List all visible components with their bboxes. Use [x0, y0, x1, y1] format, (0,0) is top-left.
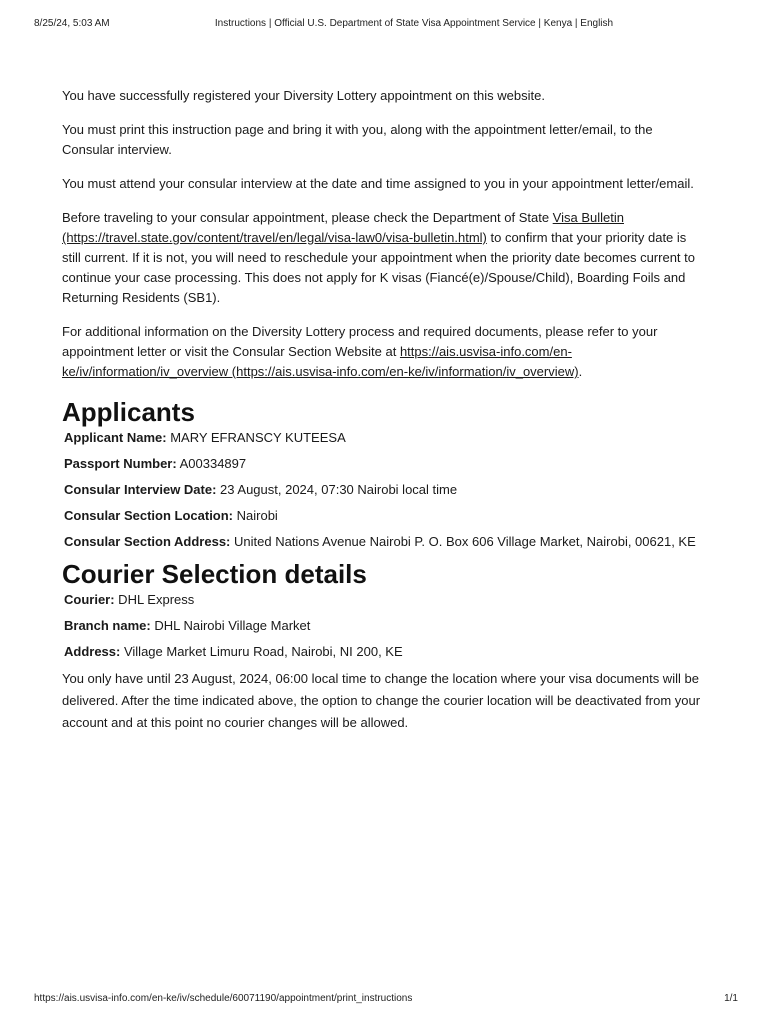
detail-label: Applicant Name:: [64, 430, 167, 445]
detail-value: Village Market Limuru Road, Nairobi, NI 200, KE: [120, 644, 403, 659]
intro-paragraph-additional-info: [62, 322, 702, 382]
print-datetime: 8/25/24, 5:03 AM: [34, 18, 110, 29]
interview-date-row: [64, 480, 702, 500]
detail-value: 23 August, 2024, 07:30 Nairobi local time: [216, 482, 458, 497]
page-number: 1/1: [724, 993, 738, 1004]
applicant-name-row: [64, 428, 702, 448]
detail-label: Consular Section Address:: [64, 534, 231, 549]
branch-name-row: [64, 616, 702, 636]
applicant-details: [64, 428, 702, 552]
detail-label: Consular Section Location:: [64, 508, 234, 523]
detail-label: Passport Number:: [64, 456, 177, 471]
courier-change-deadline-note: You only have until 23 August, 2024, 06:00 local time to change the location where your visa documents will be delivered. After the time indicated above, the option to change the courier location will be deactivated from your account and at this point no courier changes will be allowed.: [62, 671, 701, 730]
visa-bulletin-text-before: Before traveling to your consular appointment, please check the Department of State: [62, 210, 553, 225]
courier-address-row: [64, 642, 702, 662]
detail-value: Nairobi: [233, 508, 278, 523]
additional-info-text-after: .: [578, 364, 583, 379]
intro-paragraph-registered: You have successfully registered your Diversity Lottery appointment on this website.: [62, 88, 545, 103]
visa-bulletin-link[interactable]: Visa Bulletin (https://travel.state.gov/content/travel/en/legal/visa-law0/visa-bulletin.html): [62, 210, 624, 245]
print-url: https://ais.usvisa-info.com/en-ke/iv/schedule/60071190/appointment/print_instructions: [34, 993, 413, 1004]
detail-value: DHL Express: [114, 592, 195, 607]
detail-value: DHL Nairobi Village Market: [150, 618, 311, 633]
section-address-row: [64, 532, 702, 552]
detail-label: Consular Interview Date:: [64, 482, 217, 497]
detail-label: Address:: [64, 644, 121, 659]
consular-website-link[interactable]: https://ais.usvisa-info.com/en-ke/iv/information/iv_overview (https://ais.usvisa-info.com/en-ke/iv/information/iv_overview): [62, 344, 579, 379]
intro-paragraph-attend: You must attend your consular interview at the date and time assigned to you in your appointment letter/email.: [62, 176, 694, 191]
courier-details: [64, 590, 702, 662]
detail-label: Courier:: [64, 592, 115, 607]
detail-value: A00334897: [176, 456, 247, 471]
courier-heading: Courier Selection details: [62, 559, 367, 589]
courier-name-row: [64, 590, 702, 610]
print-page-title: Instructions | Official U.S. Department of State Visa Appointment Service | Kenya | English: [214, 18, 614, 29]
applicants-heading: Applicants: [62, 397, 195, 427]
visa-bulletin-text-after: to confirm that your priority date is still current. If it is not, you will need to reschedule your appointment when the priority date becomes current to continue your case processing. This does not apply for K visas (Fiancé(e)/Spouse/Child), Boarding Foils and Returning Residents (SB1).: [62, 230, 695, 305]
passport-number-row: [64, 454, 702, 474]
intro-paragraph-print: You must print this instruction page and bring it with you, along with the appointment letter/email, to the Consular interview.: [62, 122, 653, 157]
instructions-content: [62, 86, 702, 748]
section-location-row: [64, 506, 702, 526]
detail-value: United Nations Avenue Nairobi P. O. Box 606 Village Market, Nairobi, 00621, KE: [230, 534, 696, 549]
intro-paragraph-visa-bulletin: [62, 208, 702, 308]
additional-info-text-before: For additional information on the Diversity Lottery process and required documents, please refer to your appointment letter or visit the Consular Section Website at: [62, 324, 658, 359]
detail-value: MARY EFRANSCY KUTEESA: [166, 430, 346, 445]
detail-label: Branch name:: [64, 618, 151, 633]
